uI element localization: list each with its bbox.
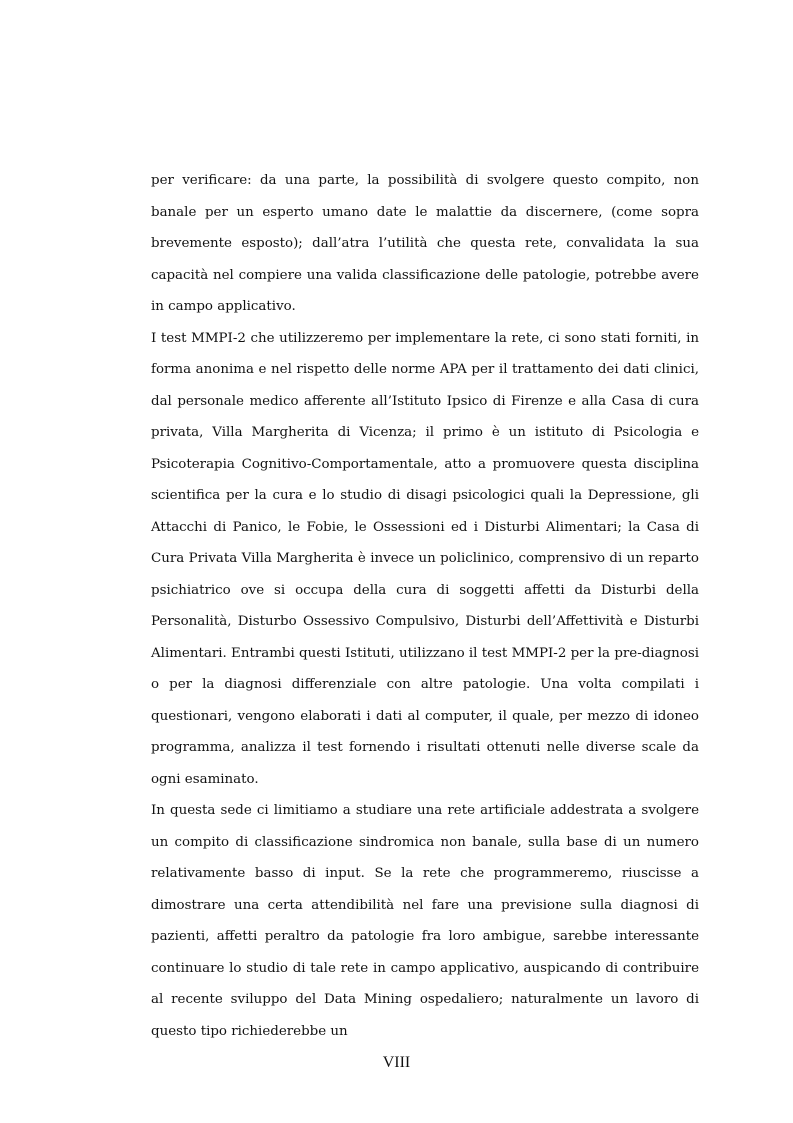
page-number: VIII [382,1054,411,1071]
paragraph-3: In questa sede ci limitiamo a studiare una rete artificiale addestrata a svolgere un compito di classificazione sindromica non banale, sulla base di un numero relativamente basso di input. Se la rete che programmeremo, riuscisse a dimostrare una certa attendibilità nel fare una previsione sulla diagnosi di pazienti, affetti peraltro da patologie fra loro ambigue, sarebbe interessante continuare lo studio di tale rete in campo applicativo, auspicando di contribuire al recente sviluppo del Data Mining ospedaliero; naturalmente un lavoro di questo tipo richiederebbe un [151,803,699,1039]
paragraph-2: I test MMPI-2 che utilizzeremo per implementare la rete, ci sono stati forniti, in forma anonima e nel rispetto delle norme APA per il trattamento dei dati clinici, dal personale medico afferente all’Istituto Ipsico di Firenze e alla Casa di cura privata, Villa Margherita di Vicenza; il primo è un istituto di Psicologia e Psicoterapia Cognitivo-Comportamentale, atto a promuovere questa disciplina scientifica per la cura e lo studio di disagi psicologici quali la Depressione, gli Attacchi di Panico, le Fobie, le Ossessioni ed i Disturbi Alimentari; la Casa di Cura Privata Villa Margherita è invece un policlinico, comprensivo di un reparto psichiatrico ove si occupa della cura di soggetti affetti da Disturbi della Personalità, Disturbo Ossessivo Compulsivo, Disturbi dell’Affettività e Disturbi Alimentari. Entrambi questi Istituti, utilizzano il test MMPI-2 per la pre-diagnosi o per la diagnosi differenziale con altre patologie. Una volta compilati i questionari, vengono elaborati i dati al computer, il quale, per mezzo di idoneo programma, analizza il test fornendo i risultati ottenuti nelle diverse scale da ogni esaminato. [151,330,699,787]
paragraph-1: per verificare: da una parte, la possibilità di svolgere questo compito, non banale per un esperto umano date le malattie da discernere, (come sopra brevemente esposto); dall’atra l’utilità che questa rete, convalidata la sua capacità nel compiere una valida classificazione delle patologie, potrebbe avere in campo applicativo. [151,173,699,314]
body-text [151,165,699,1047]
